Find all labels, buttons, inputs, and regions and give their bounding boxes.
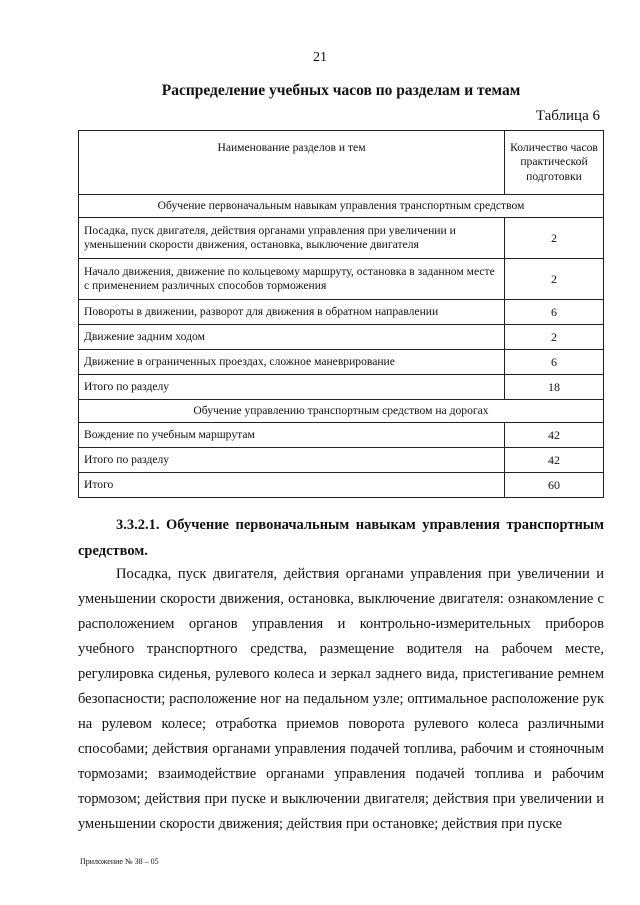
hours-table <box>78 130 604 498</box>
total-label: Итого <box>79 473 505 498</box>
page-number: 21 <box>313 50 327 65</box>
table-header-row <box>79 131 604 195</box>
topic-name: Начало движения, движение по кольцевому маршруту, остановка в заданном месте с применением различных способов торможения <box>79 259 505 300</box>
topic-hours: 6 <box>505 350 604 375</box>
topic-name: Вождение по учебным маршрутам <box>79 423 505 448</box>
section-row <box>79 195 604 218</box>
subtotal-hours: 42 <box>505 448 604 473</box>
total-hours: 60 <box>505 473 604 498</box>
subtotal-hours: 18 <box>505 375 604 400</box>
total-row <box>79 473 604 498</box>
column-header-topics: Наименование разделов и тем <box>79 131 505 195</box>
table-label: Таблица 6 <box>535 108 600 124</box>
table-row <box>79 423 604 448</box>
topic-hours: 6 <box>505 300 604 325</box>
column-header-hours: Количество часов практической подготовки <box>505 131 604 195</box>
section-title: Обучение управлению транспортным средством на дорогах <box>79 400 604 423</box>
topic-hours: 2 <box>505 218 604 259</box>
topic-hours: 2 <box>505 325 604 350</box>
subtotal-label: Итого по разделу <box>79 375 505 400</box>
table-row <box>79 325 604 350</box>
subtotal-row <box>79 448 604 473</box>
topic-name: Посадка, пуск двигателя, действия органами управления при увеличении и уменьшении скорости движения, остановка, выключение двигателя <box>79 218 505 259</box>
page-footer: Приложение № 38 – 05 <box>80 857 159 866</box>
subtotal-row <box>79 375 604 400</box>
section-row <box>79 400 604 423</box>
topic-name: Повороты в движении, разворот для движения в обратном направлении <box>79 300 505 325</box>
table-row <box>79 259 604 300</box>
topic-hours: 42 <box>505 423 604 448</box>
topic-name: Движение в ограниченных проездах, сложное маневрирование <box>79 350 505 375</box>
table-row <box>79 300 604 325</box>
body-paragraph: Посадка, пуск двигателя, действия органами управления при увеличении и уменьшении скорости движения, остановка, выключение двигателя: ознакомление с расположением органов управления и контрольно-измерительных приборов учебного транспортного средства, размещение водителя на рабочем месте, регулировка сиденья, рулевого колеса и зеркал заднего вида, пристегивание ремнем безопасности; расположение ног на педальном узле; оптимальное расположение рук на рулевом колесе; отработка приемов поворота рулевого колеса различными способами; действия органами управления подачей топлива, рабочим и стояночным тормозами; взаимодействие органами управления подачей топлива и рабочим тормозом; действия при пуске и выключении двигателя; действия при увеличении и уменьшении скорости движения; действия при остановке; действия при пуске <box>78 566 604 832</box>
subtotal-label: Итого по разделу <box>79 448 505 473</box>
table-row <box>79 350 604 375</box>
section-subheading: 3.3.2.1. Обучение первоначальным навыкам управления транспортным средством. <box>78 517 604 559</box>
topic-hours: 2 <box>505 259 604 300</box>
document-title: Распределение учебных часов по разделам и темам <box>161 82 521 99</box>
topic-name: Движение задним ходом <box>79 325 505 350</box>
table-row <box>79 218 604 259</box>
section-title: Обучение первоначальным навыкам управления транспортным средством <box>79 195 604 218</box>
